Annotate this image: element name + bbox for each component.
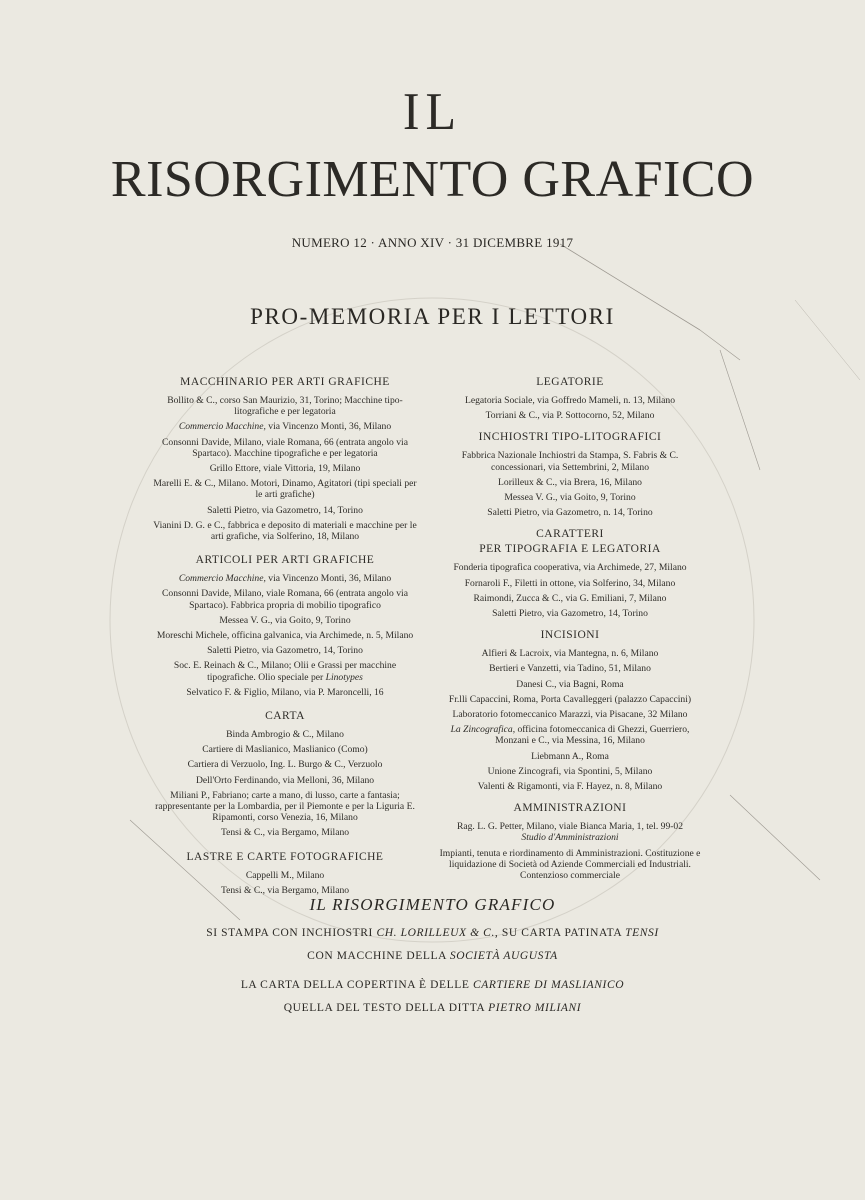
footer-italic: CH. LORILLEUX & C., xyxy=(376,927,499,939)
list-item: Bertieri e Vanzetti, via Tadino, 51, Milano xyxy=(489,663,651,675)
list-item-text: officina fotomeccanica di Ghezzi, Guerriero, Monzani e C., via Messina, 16, Milano xyxy=(495,724,690,747)
list-item xyxy=(152,421,418,432)
list-item: Lorilleux & C., via Brera, 16, Milano xyxy=(498,476,642,488)
decorative-line xyxy=(700,330,740,360)
footer-line xyxy=(0,979,865,991)
footer-text: SU CARTA PATINATA xyxy=(498,927,626,939)
list-item: Dell'Orto Ferdinando, via Melloni, 36, Milano xyxy=(195,774,375,786)
italic-name: Studio d'Amministrazioni xyxy=(521,832,619,844)
list-item: Saletti Pietro, via Gazometro, n. 14, Torino xyxy=(487,507,653,519)
list-item xyxy=(152,660,418,682)
list-item: Marelli E. & C., Milano. Motori, Dinamo, Agitatori (tipi speciali per le arti grafiche) xyxy=(153,478,417,501)
list-item: Rag. L. G. Petter, Milano, viale Bianca Maria, 1, tel. 99-02 xyxy=(456,821,684,833)
list-item: Saletti Pietro, via Gazometro, 14, Torino xyxy=(207,645,363,657)
heading-macchinario: MACCHINARIO PER ARTI GRAFICHE xyxy=(180,376,390,388)
list-item: Danesi C., via Bagni, Roma xyxy=(516,678,624,690)
list-item: Grillo Ettore, viale Vittoria, 19, Milano xyxy=(209,463,361,475)
list-item: Tensi & C., via Bergamo, Milano xyxy=(220,827,350,839)
list-item: Cartiera di Verzuolo, Ing. L. Burgo & C., Verzuolo xyxy=(187,759,383,771)
italic-name: Linotypes xyxy=(325,671,363,683)
heading-legatorie: LEGATORIE xyxy=(536,376,604,388)
footer-text: QUELLA DEL TESTO DELLA DITTA xyxy=(283,1002,489,1014)
footer-line xyxy=(0,950,865,962)
list-item xyxy=(436,724,704,746)
footer-text: SI STAMPA CON INCHIOSTRI xyxy=(206,927,377,939)
issue-line: NUMERO 12 · ANNO XIV · 31 DICEMBRE 1917 xyxy=(291,235,574,250)
list-item: Messea V. G., via Goito, 9, Torino xyxy=(219,614,351,626)
heading-inchiostri: INCHIOSTRI TIPO-LITOGRAFICI xyxy=(478,431,662,444)
footer-italic: PIETRO MILIANI xyxy=(488,1002,582,1014)
list-item: Liebmann A., Roma xyxy=(531,750,609,762)
list-item: Laboratorio fotomeccanico Marazzi, via Pisacane, 32 Milano xyxy=(452,709,688,721)
list-item-text: Soc. E. Reinach & C., Milano; Olii e Grassi per macchine tipografiche. Olio speciale per xyxy=(173,660,397,683)
list-item: Fr.lli Capaccini, Roma, Porta Cavalleggeri (palazzo Capaccini) xyxy=(448,693,692,705)
list-item: Tensi & C., via Bergamo, Milano xyxy=(220,884,350,896)
list-item: Valenti & Rigamonti, via F. Hayez, n. 8, Milano xyxy=(477,781,663,793)
footer-italic: SOCIETÀ AUGUSTA xyxy=(449,950,558,962)
list-item-text: via Vincenzo Monti, 36, Milano xyxy=(265,573,392,585)
italic-name: La Zincografica, xyxy=(450,724,516,736)
footer-text: CON MACCHINE DELLA xyxy=(307,950,450,962)
list-item: Binda Ambrogio & C., Milano xyxy=(226,729,344,741)
footer-text: LA CARTA DELLA COPERTINA È DELLE xyxy=(240,979,473,991)
list-item: Bollito & C., corso San Maurizio, 31, Torino; Macchine tipo-litografiche e per legatoria xyxy=(167,395,403,418)
list-item: Miliani P., Fabriano; carte a mano, di lusso, carte a fantasia; rappresentante per la Lombardia, per il Piemonte e per la Liguria E. Ripamonti, corso Venezia, 16, Milano xyxy=(155,789,415,824)
footer-italic: TENSI xyxy=(625,927,659,939)
list-item xyxy=(152,573,418,584)
list-item: Raimondi, Zucca & C., via G. Emiliani, 7, Milano xyxy=(473,592,667,604)
list-item: Alfieri & Lacroix, via Mantegna, n. 6, Milano xyxy=(481,648,659,660)
right-column xyxy=(436,376,704,885)
list-item: Consonni Davide, Milano, viale Romana, 66 (entrata angolo via Spartaco). Fabbrica propria di mobilio tipografico xyxy=(162,588,408,611)
decorative-line xyxy=(730,795,820,880)
list-item: Torriani & C., via P. Sottocorno, 52, Milano xyxy=(485,410,655,422)
masthead-il: IL xyxy=(402,81,463,141)
heading-articoli: ARTICOLI PER ARTI GRAFICHE xyxy=(195,554,375,567)
list-item: Cappelli M., Milano xyxy=(245,869,325,881)
list-item: Fonderia tipografica cooperativa, via Archimede, 27, Milano xyxy=(453,562,687,574)
section-title: PRO-MEMORIA PER I LETTORI xyxy=(250,304,615,329)
heading-caratteri-sub: PER TIPOGRAFIA E LEGATORIA xyxy=(479,543,661,556)
footer-line xyxy=(0,1002,865,1014)
list-item: Messea V. G., via Goito, 9, Torino xyxy=(504,492,636,504)
heading-incisioni: INCISIONI xyxy=(540,629,600,642)
list-item: Unione Zincografi, via Spontini, 5, Milano xyxy=(487,765,653,777)
decorative-line xyxy=(720,350,760,470)
list-item: Cartiere di Maslianico, Maslianico (Como) xyxy=(202,744,368,756)
list-item: Legatoria Sociale, via Goffredo Mameli, n. 13, Milano xyxy=(464,395,676,406)
list-item: Moreschi Michele, officina galvanica, via Archimede, n. 5, Milano xyxy=(156,630,414,642)
heading-lastre: LASTRE E CARTE FOTOGRAFICHE xyxy=(186,850,384,863)
list-item: Impianti, tenuta e riordinamento di Amministrazioni. Costituzione e liquidazione di Società od Aziende Commerciali ed Industriali. Contenzioso commerciale xyxy=(439,847,701,882)
heading-caratteri: CARATTERI xyxy=(536,528,604,541)
list-item-italic xyxy=(436,832,704,843)
footer-italic: CARTIERE DI MASLIANICO xyxy=(472,979,625,991)
heading-carta: CARTA xyxy=(265,710,305,723)
list-item: Selvatico F. & Figlio, Milano, via P. Maroncelli, 16 xyxy=(186,686,384,698)
masthead-title: RISORGIMENTO GRAFICO xyxy=(110,151,755,208)
list-item: Fornaroli F., Filetti in ottone, via Solferino, 34, Milano xyxy=(464,577,676,589)
italic-name: Commercio Macchine, xyxy=(178,573,266,585)
list-item: Vianini D. G. e C., fabbrica e deposito di materiali e macchine per le arti grafiche, via Solferino, 18, Milano xyxy=(153,519,417,543)
heading-amministrazioni: AMMINISTRAZIONI xyxy=(513,802,627,815)
list-item: Saletti Pietro, via Gazometro, 14, Torino xyxy=(492,608,648,620)
list-item: Fabbrica Nazionale Inchiostri da Stampa, S. Fabris & C. concessionari, via Settembrini, 2, Milano xyxy=(461,450,679,473)
list-item: Consonni Davide, Milano, viale Romana, 66 (entrata angolo via Spartaco). Macchine tipografiche e per legatoria xyxy=(162,436,408,459)
footer-title: IL RISORGIMENTO GRAFICO xyxy=(309,895,556,914)
italic-name: Commercio Macchine, xyxy=(178,421,266,433)
footer-line xyxy=(0,927,865,939)
list-item: Saletti Pietro, via Gazometro, 14, Torino xyxy=(207,504,363,516)
left-column xyxy=(152,376,418,900)
list-item-text: via Vincenzo Monti, 36, Milano xyxy=(265,421,392,433)
